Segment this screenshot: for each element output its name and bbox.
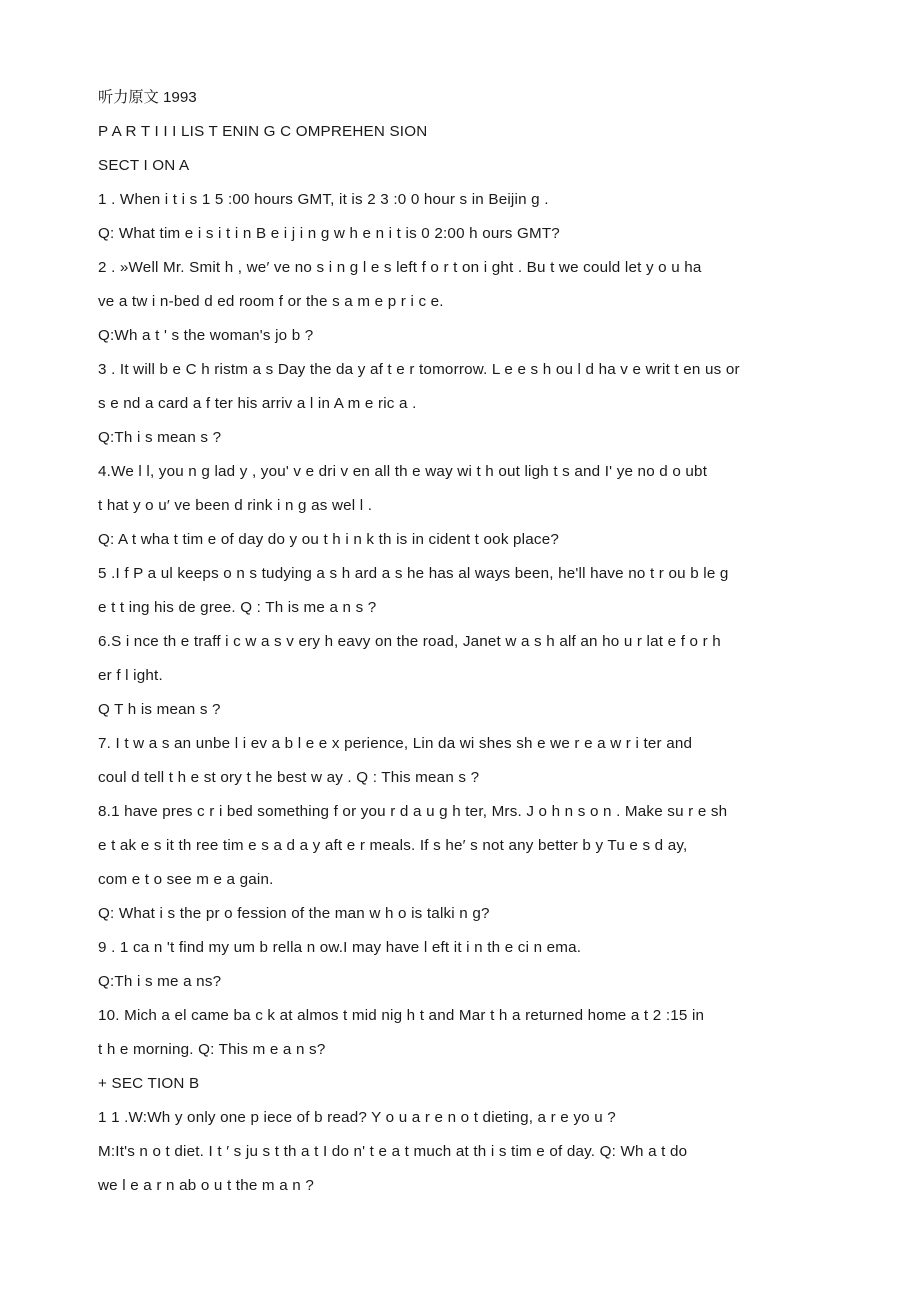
text-line: e t t ing his de gree. Q : Th is me a n s ? bbox=[98, 599, 377, 616]
text-line: Q:Th i s me a ns? bbox=[98, 973, 222, 990]
document-page bbox=[98, 81, 838, 1203]
text-line: 9 . 1 ca n 't find my um b rella n ow.I may have l eft it i n th e ci n ema. bbox=[98, 939, 582, 956]
text-line: 7. I t w a s an unbe l i ev a b l e e x perience, Lin da wi shes sh e we r e a w r i ter and bbox=[98, 735, 693, 752]
text-line: t hat y o u′ ve been d rink i n g as wel l . bbox=[98, 497, 373, 514]
text-line: 4.We l l, you n g lad y , you' v e dri v en all th e way wi t h out ligh t s and I' ye no d o ubt bbox=[98, 463, 708, 480]
text-line: Q: A t wha t tim e of day do y ou t h i n k th is in cident t ook place? bbox=[98, 531, 559, 548]
text-line: Q T h is mean s ? bbox=[98, 701, 221, 718]
text-line: 6.S i nce th e traff i c w a s v ery h eavy on the road, Janet w a s h alf an ho u r lat e f o r h bbox=[98, 633, 721, 650]
text-line: com e t o see m e a gain. bbox=[98, 871, 274, 888]
text-line: 2 . »Well Mr. Smit h , we′ ve no s i n g l e s left f o r t on i ght . Bu t we could let y o u ha bbox=[98, 259, 702, 276]
text-line: t h e morning. Q: This m e a n s? bbox=[98, 1041, 326, 1058]
section-b-heading: + SEC TION B bbox=[98, 1075, 200, 1092]
text-line: we l e a r n ab o u t the m a n ? bbox=[98, 1177, 314, 1194]
text-line: 1 1 .W:Wh y only one p iece of b read? Y o u a r e n o t dieting, a r e yo u ? bbox=[98, 1109, 616, 1126]
text-line: Q:Wh a t ' s the woman's jo b ? bbox=[98, 327, 314, 344]
text-line: Q: What tim e i s i t i n B e i j i n g w h e n i t is 0 2:00 h ours GMT? bbox=[98, 225, 560, 242]
text-line: 10. Mich a el came ba c k at almos t mid nig h t and Mar t h a returned home a t 2 :15 in bbox=[98, 1007, 705, 1024]
text-line: 3 . It will b e C h ristm a s Day the da y af t e r tomorrow. L e e s h ou l d ha v e writ t en us or bbox=[98, 361, 740, 378]
text-line: 8.1 have pres c r i bed something f or you r d a u g h ter, Mrs. J o h n s o n . Make su r e sh bbox=[98, 803, 728, 820]
text-line: 1 . When i t i s 1 5 :00 hours GMT, it is 2 3 :0 0 hour s in Beijin g . bbox=[98, 191, 549, 208]
text-line: coul d tell t h e st ory t he best w ay . Q : This mean s ? bbox=[98, 769, 480, 786]
section-a-heading: SECT I ON A bbox=[98, 157, 190, 174]
text-line: ve a tw i n-bed d ed room f or the s a m e p r i c e. bbox=[98, 293, 444, 310]
text-line: e t ak e s it th ree tim e s a d a y aft e r meals. If s he′ s not any better b y Tu e s d ay, bbox=[98, 837, 688, 854]
part-heading: P A R T I I I LIS T ENIN G C OMPREHEN SION bbox=[98, 123, 428, 140]
document-title: 听力原文 1993 bbox=[98, 89, 197, 106]
text-line: er f l ight. bbox=[98, 667, 163, 684]
text-line: Q:Th i s mean s ? bbox=[98, 429, 222, 446]
text-line: Q: What i s the pr o fession of the man w h o is talki n g? bbox=[98, 905, 490, 922]
text-line: 5 .I f P a ul keeps o n s tudying a s h ard a s he has al ways been, he'll have no t r ou b le g bbox=[98, 565, 729, 582]
text-line: M:It's n o t diet. I t ′ s ju s t th a t I do n' t e a t much at th i s tim e of day. Q: Wh a t do bbox=[98, 1143, 688, 1160]
text-line: s e nd a card a f ter his arriv a l in A m e ric a . bbox=[98, 395, 417, 412]
